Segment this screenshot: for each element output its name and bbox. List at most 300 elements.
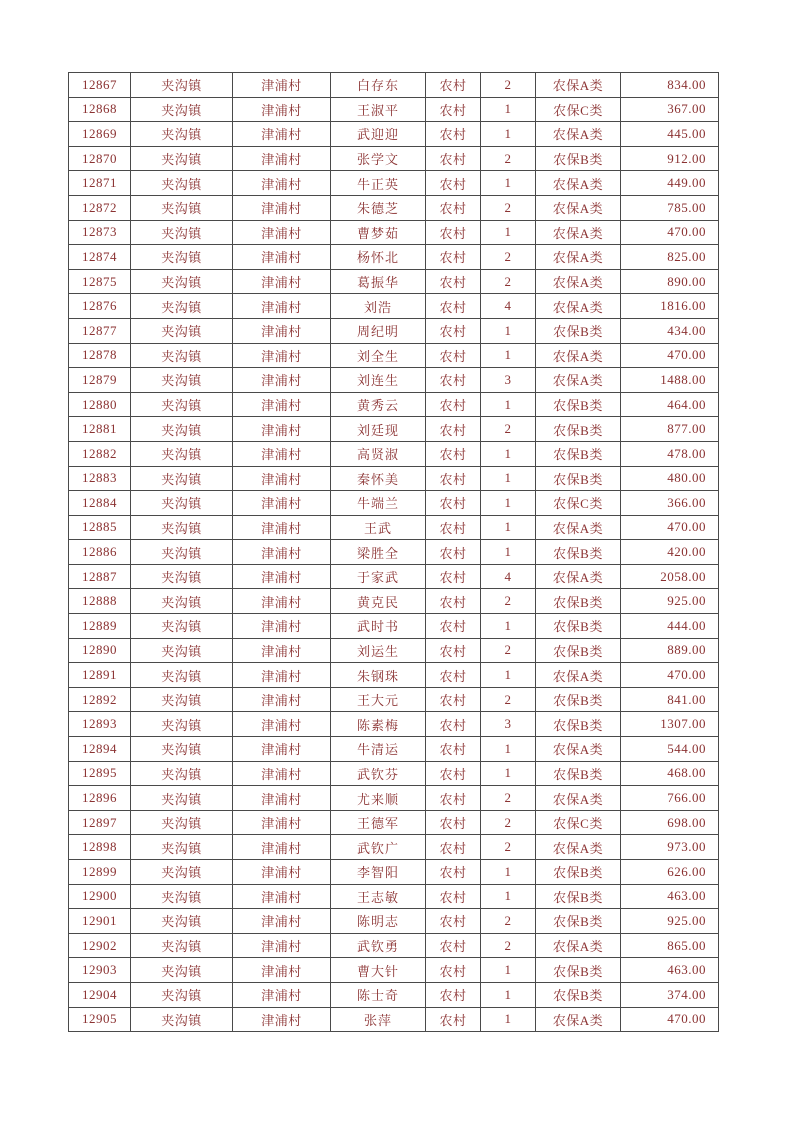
cell-name: 白存东 [331, 73, 426, 98]
cell-id: 12880 [69, 392, 131, 417]
cell-category: 农保A类 [536, 294, 621, 319]
cell-category: 农保A类 [536, 737, 621, 762]
cell-category: 农保A类 [536, 663, 621, 688]
cell-amount: 468.00 [621, 761, 719, 786]
cell-category: 农保C类 [536, 97, 621, 122]
cell-count: 1 [481, 97, 536, 122]
cell-count: 2 [481, 589, 536, 614]
cell-category: 农保A类 [536, 171, 621, 196]
cell-category: 农保A类 [536, 515, 621, 540]
cell-village: 津浦村 [233, 146, 331, 171]
cell-name: 王德军 [331, 810, 426, 835]
cell-type: 农村 [426, 515, 481, 540]
cell-village: 津浦村 [233, 269, 331, 294]
cell-id: 12891 [69, 663, 131, 688]
cell-village: 津浦村 [233, 417, 331, 442]
cell-count: 2 [481, 933, 536, 958]
cell-type: 农村 [426, 417, 481, 442]
table-row [69, 171, 719, 196]
cell-village: 津浦村 [233, 589, 331, 614]
cell-category: 农保B类 [536, 466, 621, 491]
cell-count: 1 [481, 614, 536, 639]
cell-id: 12874 [69, 245, 131, 270]
cell-type: 农村 [426, 269, 481, 294]
cell-town: 夹沟镇 [131, 73, 233, 98]
cell-village: 津浦村 [233, 761, 331, 786]
cell-category: 农保B类 [536, 392, 621, 417]
cell-amount: 470.00 [621, 220, 719, 245]
cell-village: 津浦村 [233, 195, 331, 220]
cell-amount: 449.00 [621, 171, 719, 196]
cell-category: 农保B类 [536, 589, 621, 614]
cell-category: 农保B类 [536, 687, 621, 712]
cell-type: 农村 [426, 737, 481, 762]
cell-count: 1 [481, 491, 536, 516]
cell-id: 12889 [69, 614, 131, 639]
cell-town: 夹沟镇 [131, 294, 233, 319]
cell-count: 2 [481, 195, 536, 220]
cell-name: 曹梦茹 [331, 220, 426, 245]
cell-category: 农保C类 [536, 491, 621, 516]
cell-village: 津浦村 [233, 245, 331, 270]
cell-id: 12897 [69, 810, 131, 835]
cell-name: 高贤淑 [331, 441, 426, 466]
table-row [69, 737, 719, 762]
cell-category: 农保C类 [536, 810, 621, 835]
cell-name: 武钦勇 [331, 933, 426, 958]
cell-name: 黄克民 [331, 589, 426, 614]
table-row [69, 97, 719, 122]
cell-amount: 834.00 [621, 73, 719, 98]
table-row [69, 269, 719, 294]
cell-id: 12870 [69, 146, 131, 171]
cell-count: 1 [481, 466, 536, 491]
cell-town: 夹沟镇 [131, 318, 233, 343]
cell-count: 2 [481, 146, 536, 171]
cell-category: 农保B类 [536, 441, 621, 466]
cell-category: 农保B类 [536, 982, 621, 1007]
cell-id: 12895 [69, 761, 131, 786]
table-row [69, 835, 719, 860]
cell-name: 陈明志 [331, 909, 426, 934]
cell-type: 农村 [426, 712, 481, 737]
cell-category: 农保A类 [536, 786, 621, 811]
cell-type: 农村 [426, 491, 481, 516]
cell-count: 4 [481, 294, 536, 319]
cell-category: 农保A类 [536, 368, 621, 393]
cell-category: 农保A类 [536, 122, 621, 147]
cell-type: 农村 [426, 343, 481, 368]
cell-count: 2 [481, 245, 536, 270]
table-row [69, 195, 719, 220]
cell-amount: 889.00 [621, 638, 719, 663]
table-row [69, 294, 719, 319]
cell-id: 12886 [69, 540, 131, 565]
cell-village: 津浦村 [233, 564, 331, 589]
cell-town: 夹沟镇 [131, 958, 233, 983]
cell-town: 夹沟镇 [131, 638, 233, 663]
table-row [69, 515, 719, 540]
cell-amount: 2058.00 [621, 564, 719, 589]
cell-town: 夹沟镇 [131, 737, 233, 762]
cell-village: 津浦村 [233, 884, 331, 909]
table-row [69, 589, 719, 614]
cell-type: 农村 [426, 318, 481, 343]
cell-type: 农村 [426, 589, 481, 614]
cell-count: 2 [481, 417, 536, 442]
cell-id: 12871 [69, 171, 131, 196]
cell-village: 津浦村 [233, 294, 331, 319]
cell-amount: 925.00 [621, 589, 719, 614]
cell-village: 津浦村 [233, 97, 331, 122]
cell-town: 夹沟镇 [131, 933, 233, 958]
cell-count: 1 [481, 343, 536, 368]
cell-name: 曹大针 [331, 958, 426, 983]
cell-town: 夹沟镇 [131, 220, 233, 245]
cell-id: 12904 [69, 982, 131, 1007]
table-row [69, 146, 719, 171]
cell-village: 津浦村 [233, 982, 331, 1007]
table-row [69, 73, 719, 98]
cell-type: 农村 [426, 933, 481, 958]
table-row [69, 491, 719, 516]
cell-amount: 925.00 [621, 909, 719, 934]
cell-id: 12890 [69, 638, 131, 663]
cell-name: 刘运生 [331, 638, 426, 663]
cell-name: 尤来顺 [331, 786, 426, 811]
cell-type: 农村 [426, 835, 481, 860]
cell-village: 津浦村 [233, 491, 331, 516]
cell-amount: 367.00 [621, 97, 719, 122]
cell-name: 梁胜全 [331, 540, 426, 565]
cell-count: 3 [481, 368, 536, 393]
cell-town: 夹沟镇 [131, 860, 233, 885]
cell-id: 12892 [69, 687, 131, 712]
cell-type: 农村 [426, 146, 481, 171]
cell-id: 12894 [69, 737, 131, 762]
cell-village: 津浦村 [233, 1007, 331, 1032]
cell-town: 夹沟镇 [131, 884, 233, 909]
cell-name: 牛正英 [331, 171, 426, 196]
cell-village: 津浦村 [233, 466, 331, 491]
cell-village: 津浦村 [233, 441, 331, 466]
cell-category: 农保B类 [536, 712, 621, 737]
cell-name: 王淑平 [331, 97, 426, 122]
cell-count: 3 [481, 712, 536, 737]
cell-name: 陈素梅 [331, 712, 426, 737]
cell-name: 牛清运 [331, 737, 426, 762]
cell-amount: 841.00 [621, 687, 719, 712]
cell-category: 农保A类 [536, 835, 621, 860]
cell-type: 农村 [426, 909, 481, 934]
cell-id: 12883 [69, 466, 131, 491]
cell-amount: 470.00 [621, 1007, 719, 1032]
cell-type: 农村 [426, 884, 481, 909]
cell-category: 农保A类 [536, 1007, 621, 1032]
cell-type: 农村 [426, 392, 481, 417]
cell-village: 津浦村 [233, 614, 331, 639]
cell-type: 农村 [426, 195, 481, 220]
table-row [69, 958, 719, 983]
cell-amount: 1488.00 [621, 368, 719, 393]
cell-village: 津浦村 [233, 712, 331, 737]
cell-type: 农村 [426, 786, 481, 811]
cell-count: 1 [481, 761, 536, 786]
cell-village: 津浦村 [233, 122, 331, 147]
cell-id: 12875 [69, 269, 131, 294]
cell-amount: 785.00 [621, 195, 719, 220]
records-table-body [69, 73, 719, 1032]
cell-village: 津浦村 [233, 810, 331, 835]
cell-amount: 470.00 [621, 515, 719, 540]
cell-type: 农村 [426, 958, 481, 983]
cell-id: 12884 [69, 491, 131, 516]
cell-count: 2 [481, 269, 536, 294]
cell-type: 农村 [426, 982, 481, 1007]
cell-count: 2 [481, 786, 536, 811]
cell-village: 津浦村 [233, 368, 331, 393]
cell-town: 夹沟镇 [131, 466, 233, 491]
cell-id: 12873 [69, 220, 131, 245]
cell-type: 农村 [426, 73, 481, 98]
cell-id: 12882 [69, 441, 131, 466]
cell-category: 农保A类 [536, 564, 621, 589]
cell-type: 农村 [426, 220, 481, 245]
cell-type: 农村 [426, 245, 481, 270]
cell-category: 农保B类 [536, 638, 621, 663]
cell-id: 12900 [69, 884, 131, 909]
cell-village: 津浦村 [233, 835, 331, 860]
cell-village: 津浦村 [233, 933, 331, 958]
cell-count: 1 [481, 220, 536, 245]
cell-village: 津浦村 [233, 860, 331, 885]
cell-id: 12876 [69, 294, 131, 319]
table-row [69, 564, 719, 589]
cell-category: 农保B类 [536, 958, 621, 983]
cell-town: 夹沟镇 [131, 343, 233, 368]
cell-count: 1 [481, 122, 536, 147]
cell-id: 12868 [69, 97, 131, 122]
cell-town: 夹沟镇 [131, 614, 233, 639]
cell-village: 津浦村 [233, 318, 331, 343]
cell-name: 秦怀美 [331, 466, 426, 491]
cell-village: 津浦村 [233, 687, 331, 712]
cell-id: 12887 [69, 564, 131, 589]
cell-type: 农村 [426, 441, 481, 466]
cell-category: 农保A类 [536, 245, 621, 270]
cell-town: 夹沟镇 [131, 687, 233, 712]
table-row [69, 245, 719, 270]
cell-id: 12877 [69, 318, 131, 343]
cell-type: 农村 [426, 860, 481, 885]
cell-amount: 698.00 [621, 810, 719, 835]
table-row [69, 884, 719, 909]
cell-type: 农村 [426, 294, 481, 319]
table-row [69, 786, 719, 811]
cell-amount: 1816.00 [621, 294, 719, 319]
cell-town: 夹沟镇 [131, 171, 233, 196]
cell-category: 农保B类 [536, 614, 621, 639]
cell-type: 农村 [426, 687, 481, 712]
table-row [69, 712, 719, 737]
cell-amount: 544.00 [621, 737, 719, 762]
cell-type: 农村 [426, 663, 481, 688]
table-row [69, 638, 719, 663]
cell-type: 农村 [426, 466, 481, 491]
cell-id: 12899 [69, 860, 131, 885]
cell-village: 津浦村 [233, 343, 331, 368]
cell-town: 夹沟镇 [131, 269, 233, 294]
cell-town: 夹沟镇 [131, 368, 233, 393]
cell-town: 夹沟镇 [131, 122, 233, 147]
cell-name: 朱钢珠 [331, 663, 426, 688]
cell-village: 津浦村 [233, 171, 331, 196]
cell-category: 农保B类 [536, 860, 621, 885]
cell-count: 2 [481, 687, 536, 712]
cell-id: 12888 [69, 589, 131, 614]
cell-type: 农村 [426, 122, 481, 147]
cell-count: 1 [481, 1007, 536, 1032]
cell-town: 夹沟镇 [131, 417, 233, 442]
cell-count: 1 [481, 441, 536, 466]
table-row [69, 392, 719, 417]
cell-category: 农保B类 [536, 318, 621, 343]
cell-id: 12878 [69, 343, 131, 368]
cell-category: 农保B类 [536, 884, 621, 909]
cell-town: 夹沟镇 [131, 786, 233, 811]
cell-name: 武钦广 [331, 835, 426, 860]
table-row [69, 368, 719, 393]
cell-type: 农村 [426, 638, 481, 663]
cell-village: 津浦村 [233, 786, 331, 811]
table-row [69, 761, 719, 786]
cell-count: 2 [481, 909, 536, 934]
cell-amount: 865.00 [621, 933, 719, 958]
cell-name: 张学文 [331, 146, 426, 171]
cell-amount: 626.00 [621, 860, 719, 885]
cell-category: 农保B类 [536, 909, 621, 934]
cell-village: 津浦村 [233, 958, 331, 983]
cell-name: 刘廷现 [331, 417, 426, 442]
cell-town: 夹沟镇 [131, 810, 233, 835]
cell-name: 杨怀北 [331, 245, 426, 270]
table-row [69, 122, 719, 147]
cell-type: 农村 [426, 171, 481, 196]
cell-category: 农保B类 [536, 540, 621, 565]
cell-count: 4 [481, 564, 536, 589]
cell-category: 农保A类 [536, 343, 621, 368]
cell-name: 牛端兰 [331, 491, 426, 516]
cell-category: 农保B类 [536, 146, 621, 171]
cell-count: 2 [481, 638, 536, 663]
cell-town: 夹沟镇 [131, 712, 233, 737]
cell-count: 1 [481, 318, 536, 343]
cell-count: 2 [481, 810, 536, 835]
cell-name: 武时书 [331, 614, 426, 639]
cell-type: 农村 [426, 810, 481, 835]
cell-town: 夹沟镇 [131, 589, 233, 614]
cell-name: 王大元 [331, 687, 426, 712]
cell-count: 1 [481, 737, 536, 762]
cell-town: 夹沟镇 [131, 392, 233, 417]
cell-town: 夹沟镇 [131, 515, 233, 540]
cell-name: 张萍 [331, 1007, 426, 1032]
cell-type: 农村 [426, 1007, 481, 1032]
cell-amount: 374.00 [621, 982, 719, 1007]
table-row [69, 540, 719, 565]
cell-name: 黄秀云 [331, 392, 426, 417]
cell-id: 12885 [69, 515, 131, 540]
cell-village: 津浦村 [233, 663, 331, 688]
cell-village: 津浦村 [233, 220, 331, 245]
cell-town: 夹沟镇 [131, 663, 233, 688]
cell-amount: 912.00 [621, 146, 719, 171]
cell-count: 1 [481, 515, 536, 540]
cell-id: 12898 [69, 835, 131, 860]
cell-name: 于家武 [331, 564, 426, 589]
cell-type: 农村 [426, 368, 481, 393]
cell-name: 武钦芬 [331, 761, 426, 786]
cell-name: 刘连生 [331, 368, 426, 393]
cell-town: 夹沟镇 [131, 835, 233, 860]
cell-amount: 366.00 [621, 491, 719, 516]
table-row [69, 909, 719, 934]
cell-town: 夹沟镇 [131, 97, 233, 122]
cell-count: 1 [481, 171, 536, 196]
cell-count: 1 [481, 958, 536, 983]
cell-amount: 480.00 [621, 466, 719, 491]
cell-id: 12872 [69, 195, 131, 220]
cell-id: 12869 [69, 122, 131, 147]
cell-town: 夹沟镇 [131, 909, 233, 934]
cell-name: 武迎迎 [331, 122, 426, 147]
cell-type: 农村 [426, 761, 481, 786]
table-row [69, 982, 719, 1007]
table-row [69, 614, 719, 639]
cell-amount: 420.00 [621, 540, 719, 565]
table-row [69, 1007, 719, 1032]
cell-amount: 973.00 [621, 835, 719, 860]
table-row [69, 687, 719, 712]
cell-id: 12867 [69, 73, 131, 98]
table-row [69, 933, 719, 958]
cell-village: 津浦村 [233, 638, 331, 663]
cell-amount: 825.00 [621, 245, 719, 270]
cell-name: 王志敏 [331, 884, 426, 909]
cell-category: 农保B类 [536, 417, 621, 442]
table-row [69, 343, 719, 368]
cell-id: 12901 [69, 909, 131, 934]
cell-town: 夹沟镇 [131, 540, 233, 565]
cell-amount: 478.00 [621, 441, 719, 466]
table-row [69, 441, 719, 466]
cell-name: 李智阳 [331, 860, 426, 885]
cell-town: 夹沟镇 [131, 195, 233, 220]
cell-name: 刘浩 [331, 294, 426, 319]
cell-amount: 1307.00 [621, 712, 719, 737]
cell-town: 夹沟镇 [131, 245, 233, 270]
cell-count: 2 [481, 73, 536, 98]
cell-category: 农保A类 [536, 220, 621, 245]
cell-category: 农保A类 [536, 195, 621, 220]
cell-village: 津浦村 [233, 515, 331, 540]
table-row [69, 220, 719, 245]
cell-village: 津浦村 [233, 392, 331, 417]
cell-category: 农保A类 [536, 933, 621, 958]
cell-id: 12896 [69, 786, 131, 811]
cell-amount: 463.00 [621, 884, 719, 909]
table-row [69, 318, 719, 343]
